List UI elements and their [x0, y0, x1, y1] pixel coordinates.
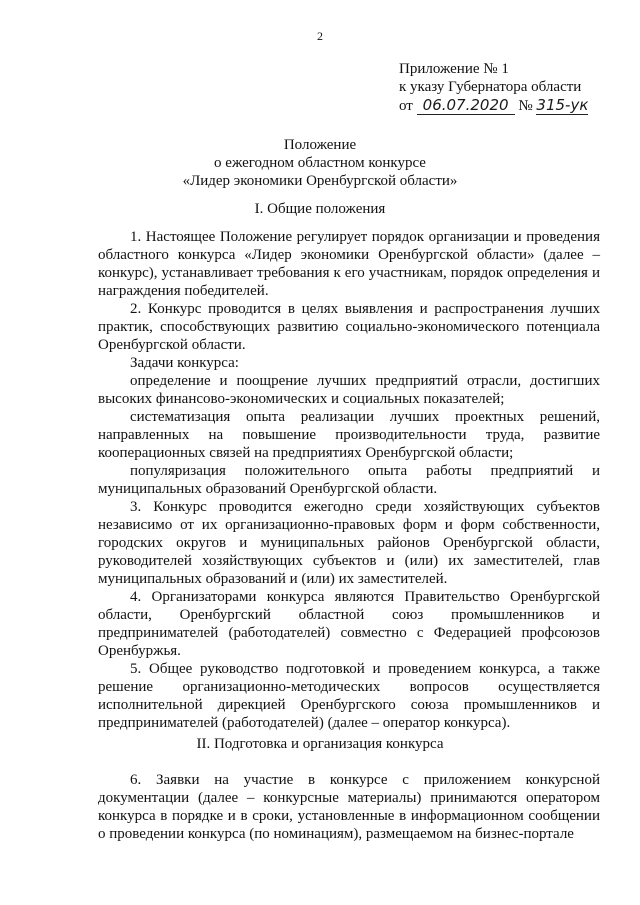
title-line-2: о ежегодном областном конкурсе [214, 155, 426, 171]
section-2-body [98, 771, 600, 843]
appendix-date-line [399, 96, 588, 115]
document-title [0, 136, 640, 190]
paragraph-3: 3. Конкурс проводится ежегодно среди хозяйствующих субъектов независимо от их организационно-правовых форм и форм собственности, городских округов и муниципальных районов Оренбургской области, руководителей хозяйствующих субъектов и (или) их заместителей, глав муниципальных образований и (или) их заместителей. [98, 499, 600, 587]
task-item-1: определение и поощрение лучших предприятий отрасли, достигших высоких финансово-экономических и социальных показателей; [98, 373, 600, 407]
paragraph-4: 4. Организаторами конкурса являются Правительство Оренбургской области, Оренбургский областной союз промышленников и предпринимателей (работодателей) совместно с Федерацией профсоюзов Оренбуржья. [98, 589, 600, 659]
appendix-reference: к указу Губернатора области [399, 79, 582, 95]
section-1-body [98, 228, 600, 732]
paragraph-6: 6. Заявки на участие в конкурсе с приложением конкурсной документации (далее – конкурсные материалы) принимаются оператором конкурса в порядке и в сроки, установленные в информационном сообщении о проведении конкурса (по номинациям), размещаемом на бизнес-портале [98, 772, 600, 842]
paragraph-2: 2. Конкурс проводится в целях выявления и распространения лучших практик, способствующих развитию социально-экономического потенциала Оренбургской области. [98, 301, 600, 353]
handwritten-number: 315-ук [536, 96, 589, 114]
number-prefix: № [518, 98, 533, 114]
handwritten-date: 06.07.2020 [417, 96, 515, 115]
paragraph-5: 5. Общее руководство подготовкой и проведением конкурса, а также решение организационно-методических вопросов осуществляется исполнительной дирекцией Оренбургского союза промышленников и предпринимателей (работодателей) (далее – оператор конкурса). [98, 661, 600, 731]
task-item-3: популяризация положительного опыта работы предприятий и муниципальных образований Оренбургской области. [98, 463, 600, 497]
appendix-title: Приложение № 1 [399, 61, 509, 77]
task-item-2: систематизация опыта реализации лучших проектных решений, направленных на повышение производительности труда, развитие кооперационных связей на предприятиях Оренбургской области; [98, 409, 600, 461]
title-line-1: Положение [283, 137, 357, 153]
title-line-3: «Лидер экономики Оренбургской области» [182, 173, 458, 189]
date-prefix: от [399, 98, 413, 114]
appendix-block [399, 60, 588, 115]
section-1-heading: I. Общие положения [254, 201, 386, 217]
section-2-heading: II. Подготовка и организация конкурса [196, 736, 444, 752]
page-number: 2 [317, 29, 323, 43]
paragraph-1: 1. Настоящее Положение регулирует порядок организации и проведения областного конкурса «Лидер экономики Оренбургской области» (далее – конкурс), устанавливает требования к его участникам, порядок определения и награждения победителей. [98, 229, 600, 299]
tasks-heading: Задачи конкурса: [130, 355, 239, 371]
